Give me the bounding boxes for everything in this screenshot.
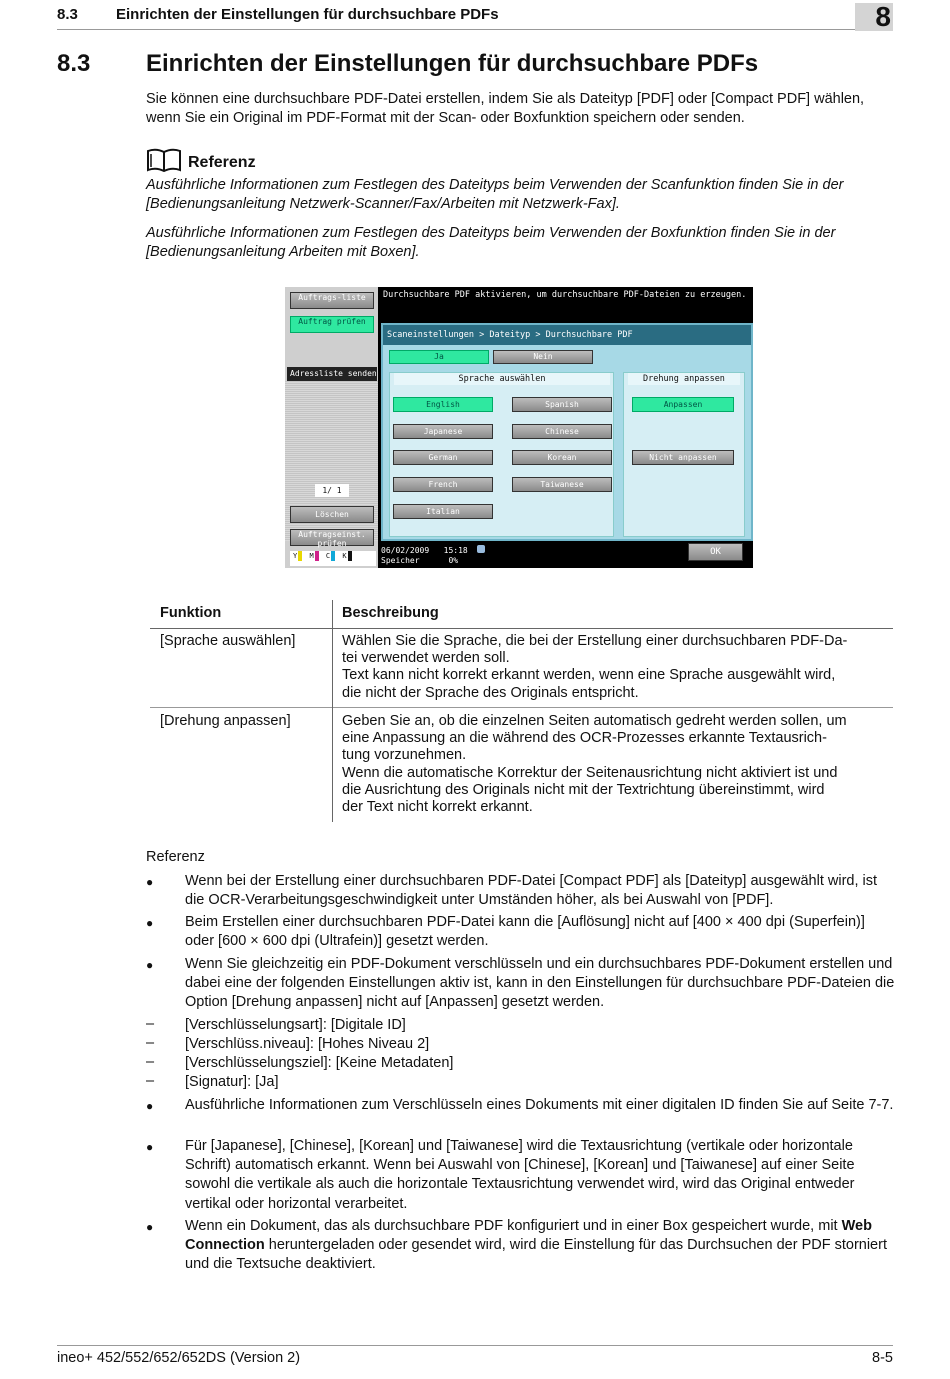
toner-k-bar <box>348 551 352 561</box>
control-panel-screenshot <box>285 287 753 568</box>
footer-page-number: 8-5 <box>872 1350 893 1366</box>
reference-heading: Referenz <box>188 154 256 171</box>
status-bar <box>381 545 485 566</box>
address-list-label: Adressliste senden <box>287 367 377 381</box>
settings-panel <box>381 323 753 541</box>
yes-button[interactable]: Ja <box>389 350 489 364</box>
status-memory-value: 0% <box>448 556 459 565</box>
header-section-title: Einrichten der Einstellungen für durchsuchbare PDFs <box>116 6 499 23</box>
note-6 <box>185 1217 897 1275</box>
running-header <box>57 4 893 30</box>
dash-icon: – <box>146 1073 155 1089</box>
lang-japanese[interactable]: Japanese <box>393 424 493 439</box>
toner-c-bar <box>331 551 335 561</box>
table-row-1-desc-line-2: tei verwendet werden soll. <box>342 650 510 666</box>
header-section-number: 8.3 <box>57 6 78 23</box>
lang-english[interactable]: English <box>393 397 493 412</box>
table-row-2-desc-line-4: Wenn die automatische Korrektur der Seitenausrichtung nicht aktiviert ist und <box>342 765 838 781</box>
table-header-function: Funktion <box>160 605 222 621</box>
note-5: Für [Japanese], [Chinese], [Korean] und [Taiwanese] wird die Textausrichtung (vertikale oder horizontale Schrift) automatisch erkannt. Wenn bei Auswahl von [Chinese], [Korean] und [Taiwanese] auf einer Seite sowohl die vertikale als auch die horizontale Textausrichtung verwendet wird, wird das Original entweder vertikal oder horizontal verarbeitet. <box>185 1138 855 1212</box>
table-row-2-desc-line-6: der Text nicht korrekt erkannt. <box>342 799 533 815</box>
no-adjust-button[interactable]: Nicht anpassen <box>632 450 734 465</box>
table-row-1-desc-line-4: die nicht der Sprache des Originals entspricht. <box>342 685 639 701</box>
table-row-2-desc-line-1: Geben Sie an, ob die einzelnen Seiten automatisch gedreht werden sollen, um <box>342 713 847 729</box>
toner-y: Y <box>293 552 298 560</box>
lang-korean[interactable]: Korean <box>512 450 612 465</box>
lang-taiwanese[interactable]: Taiwanese <box>512 477 612 492</box>
reference-paragraph-1: Ausführliche Informationen zum Festlegen des Dateityps beim Verwenden der Scanfunktion finden Sie in der [Bedienungsanleitung Netzwerk-Scanner/Fax/Arbeiten mit Netzwerk-Fax]. <box>146 177 844 212</box>
page-title: Einrichten der Einstellungen für durchsuchbare PDFs <box>146 50 759 77</box>
chapter-number: 8 <box>875 1 891 32</box>
toner-m-bar <box>315 551 319 561</box>
table-row-divider <box>150 707 893 708</box>
web-connection-term: Web Connection <box>185 1218 872 1254</box>
toner-m: M <box>309 552 314 560</box>
footer-rule <box>57 1345 893 1346</box>
note-3-sub-4: [Signatur]: [Ja] <box>185 1074 279 1090</box>
lang-french[interactable]: French <box>393 477 493 492</box>
note-4: Ausführliche Informationen zum Verschlüsseln eines Dokuments mit einer digitalen ID finden Sie auf Seite 7-7. <box>185 1097 894 1113</box>
note-1: Wenn bei der Erstellung einer durchsuchbaren PDF-Datei [Compact PDF] als [Dateityp] ausgewählt wird, ist die OCR-Verarbeitungsgeschwindigkeit unter Umständen höher, als bei Auswahl von [PDF]. <box>185 873 878 909</box>
breadcrumb: Scaneinstellungen > Dateityp > Durchsuchbare PDF <box>383 325 751 345</box>
reference-paragraph-2: Ausführliche Informationen zum Festlegen des Dateityps beim Verwenden der Boxfunktion finden Sie in der [Bedienungsanleitung Arbeiten mit Boxen]. <box>146 225 836 260</box>
table-row-1-desc-line-1: Wählen Sie die Sprache, die bei der Erstellung einer durchsuchbaren PDF-Da- <box>342 633 848 649</box>
note-2: Beim Erstellen einer durchsuchbaren PDF-Datei kann die [Auflösung] nicht auf [400 × 400 dpi (Superfein)] oder [600 × 600 dpi (Ultrafein)] gesetzt werden. <box>185 914 865 950</box>
note-3-sub-3: [Verschlüsselungsziel]: [Keine Metadaten] <box>185 1055 454 1071</box>
book-icon <box>146 148 182 172</box>
notes-label: Referenz <box>146 849 205 865</box>
status-memory: Speicher <box>381 556 420 565</box>
lang-spanish[interactable]: Spanish <box>512 397 612 412</box>
table-row-2-function: [Drehung anpassen] <box>160 713 291 729</box>
page-counter: 1/ 1 <box>315 484 349 497</box>
job-list-button[interactable]: Auftrags-liste <box>290 292 374 309</box>
bullet-icon: ● <box>146 916 154 930</box>
network-icon <box>477 545 485 553</box>
delete-button[interactable]: Löschen <box>290 506 374 523</box>
toner-c: C <box>325 552 331 560</box>
table-row-1-function: [Sprache auswählen] <box>160 633 296 649</box>
intro-paragraph: Sie können eine durchsuchbare PDF-Datei erstellen, indem Sie als Dateityp [PDF] oder [Compact PDF] wählen, wenn Sie ein Original im PDF-Format mit der Scan- oder Boxfunktion speichern oder senden. <box>146 91 865 126</box>
language-group-title: Sprache auswählen <box>394 373 610 385</box>
table-row-2-desc-line-2: eine Anpassung an die während des OCR-Prozesses erkannte Textausrich- <box>342 730 827 746</box>
check-job-button[interactable]: Auftrag prüfen <box>290 316 374 333</box>
note-6-text-pre: Wenn ein Dokument, das als durchsuchbare PDF konfiguriert und in einer Box gespeichert wurde, mit <box>185 1218 838 1234</box>
ok-button[interactable]: OK <box>688 543 743 561</box>
toner-indicator <box>290 551 376 566</box>
note-6-text-post: heruntergeladen oder gesendet wird, wird die Einstellung für das Durchsuchen der PDF storniert und die Textsuche deaktiviert. <box>185 1237 887 1273</box>
screen-message: Durchsuchbare PDF aktivieren, um durchsuchbare PDF-Dateien zu erzeugen. <box>383 290 747 300</box>
table-row-1-desc-line-3: Text kann nicht korrekt erkannt werden, wenn eine Sprache ausgewählt wird, <box>342 667 836 683</box>
adjust-button[interactable]: Anpassen <box>632 397 734 412</box>
status-time: 15:18 <box>443 546 468 555</box>
lang-italian[interactable]: Italian <box>393 504 493 519</box>
bullet-icon: ● <box>146 875 154 889</box>
table-column-divider <box>332 600 333 822</box>
table-row-2-desc-line-5: die Ausrichtung des Originals nicht mit der Textrichtung übereinstimmt, wird <box>342 782 825 798</box>
lang-german[interactable]: German <box>393 450 493 465</box>
note-3: Wenn Sie gleichzeitig ein PDF-Dokument verschlüsseln und ein durchsuchbares PDF-Dokument erstellen und dabei eine der folgenden Einstellungen aktiv ist, kann in den Einstellungen für durchsuchbare PDF-Dateien die Option [Drehung anpassen] nicht auf [Anpassen] gesetzt werden. <box>185 956 895 1011</box>
bullet-icon: ● <box>146 1140 154 1154</box>
check-settings-button[interactable]: Auftragseinst. prüfen <box>290 529 374 546</box>
chapter-tab <box>855 3 893 31</box>
note-3-sub-2: [Verschlüss.niveau]: [Hohes Niveau 2] <box>185 1036 430 1052</box>
no-button[interactable]: Nein <box>493 350 593 364</box>
table-header-rule <box>150 628 893 629</box>
bullet-icon: ● <box>146 1220 154 1234</box>
dash-icon: – <box>146 1035 155 1051</box>
dash-icon: – <box>146 1054 155 1070</box>
heading-number: 8.3 <box>57 50 91 77</box>
note-3-sub-1: [Verschlüsselungsart]: [Digitale ID] <box>185 1017 406 1033</box>
bullet-icon: ● <box>146 958 154 972</box>
footer-model: ineo+ 452/552/652/652DS (Version 2) <box>57 1350 301 1366</box>
table-header-description: Beschreibung <box>342 605 439 621</box>
toner-y-bar <box>298 551 302 561</box>
bullet-icon: ● <box>146 1099 154 1113</box>
toner-k: K <box>342 552 347 560</box>
rotation-group-title: Drehung anpassen <box>628 373 740 385</box>
table-row-2-desc-line-3: tung vorzunehmen. <box>342 747 467 763</box>
dash-icon: – <box>146 1016 155 1032</box>
status-date: 06/02/2009 <box>381 546 430 555</box>
lang-chinese[interactable]: Chinese <box>512 424 612 439</box>
